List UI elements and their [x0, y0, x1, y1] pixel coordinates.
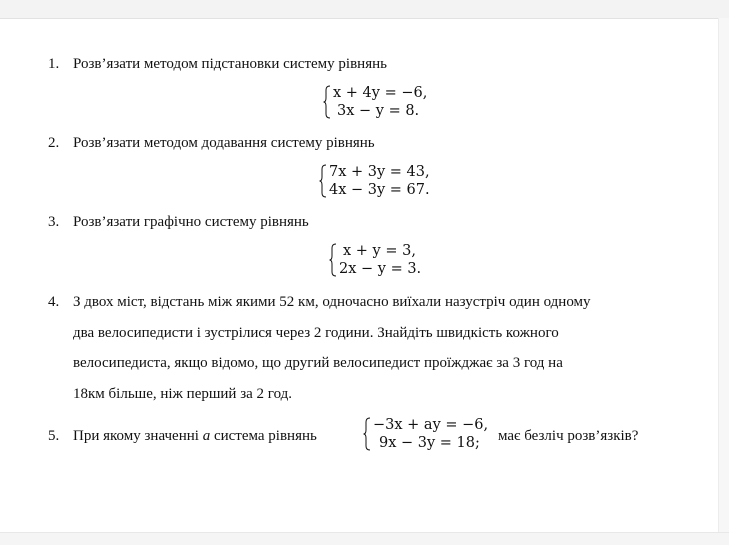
- curly-brace-icon: [363, 417, 371, 451]
- problem-text: Розв’язати графічно систему рівнянь: [73, 214, 309, 230]
- problem-text-middle: система рівнянь: [213, 428, 317, 444]
- equation-line: 9x − 3y = 18;: [379, 435, 480, 451]
- problem-text-line: З двох міст, відстань між якими 52 км, одночасно виїхали назустріч один одному: [73, 294, 591, 310]
- problem-text-line: велосипедиста, якщо відомо, що другий велосипедист проїжджає за 3 год на: [73, 355, 563, 371]
- viewer-scrollbar[interactable]: [718, 18, 729, 545]
- problem-number: 4.: [48, 294, 60, 310]
- problem-text-after: має безліч розв’язків?: [498, 428, 639, 444]
- problem-text: Розв’язати методом підстановки систему рівнянь: [73, 56, 387, 72]
- problem-number: 3.: [48, 214, 60, 230]
- problem-number: 2.: [48, 135, 60, 151]
- problem-number: 5.: [48, 428, 60, 444]
- viewer-bottom-bar: [0, 532, 729, 545]
- equation-line: 4x − 3y = 67.: [329, 182, 430, 198]
- parameter-variable: a: [202, 428, 211, 444]
- problem-text-before: При якому значенні: [73, 428, 199, 444]
- problem-text-line: 18км більше, ніж перший за 2 год.: [73, 386, 293, 402]
- curly-brace-icon: [323, 85, 331, 119]
- problem-number: 1.: [48, 56, 60, 72]
- problem-text: [73, 428, 317, 445]
- equation-line: 2x − y = 3.: [339, 261, 422, 277]
- equation-line: 3x − y = 8.: [337, 103, 420, 119]
- equation-line: −3x + ay = −6,: [373, 417, 489, 433]
- equation-line: x + 4y = −6,: [333, 85, 428, 101]
- problem-text-line: два велосипедисти і зустрілися через 2 години. Знайдіть швидкість кожного: [73, 325, 559, 341]
- equation-line: 7x + 3y = 43,: [329, 164, 430, 180]
- curly-brace-icon: [319, 164, 327, 198]
- problem-text: Розв’язати методом додавання систему рівнянь: [73, 135, 375, 151]
- equation-line: x + y = 3,: [343, 243, 416, 259]
- curly-brace-icon: [329, 243, 337, 277]
